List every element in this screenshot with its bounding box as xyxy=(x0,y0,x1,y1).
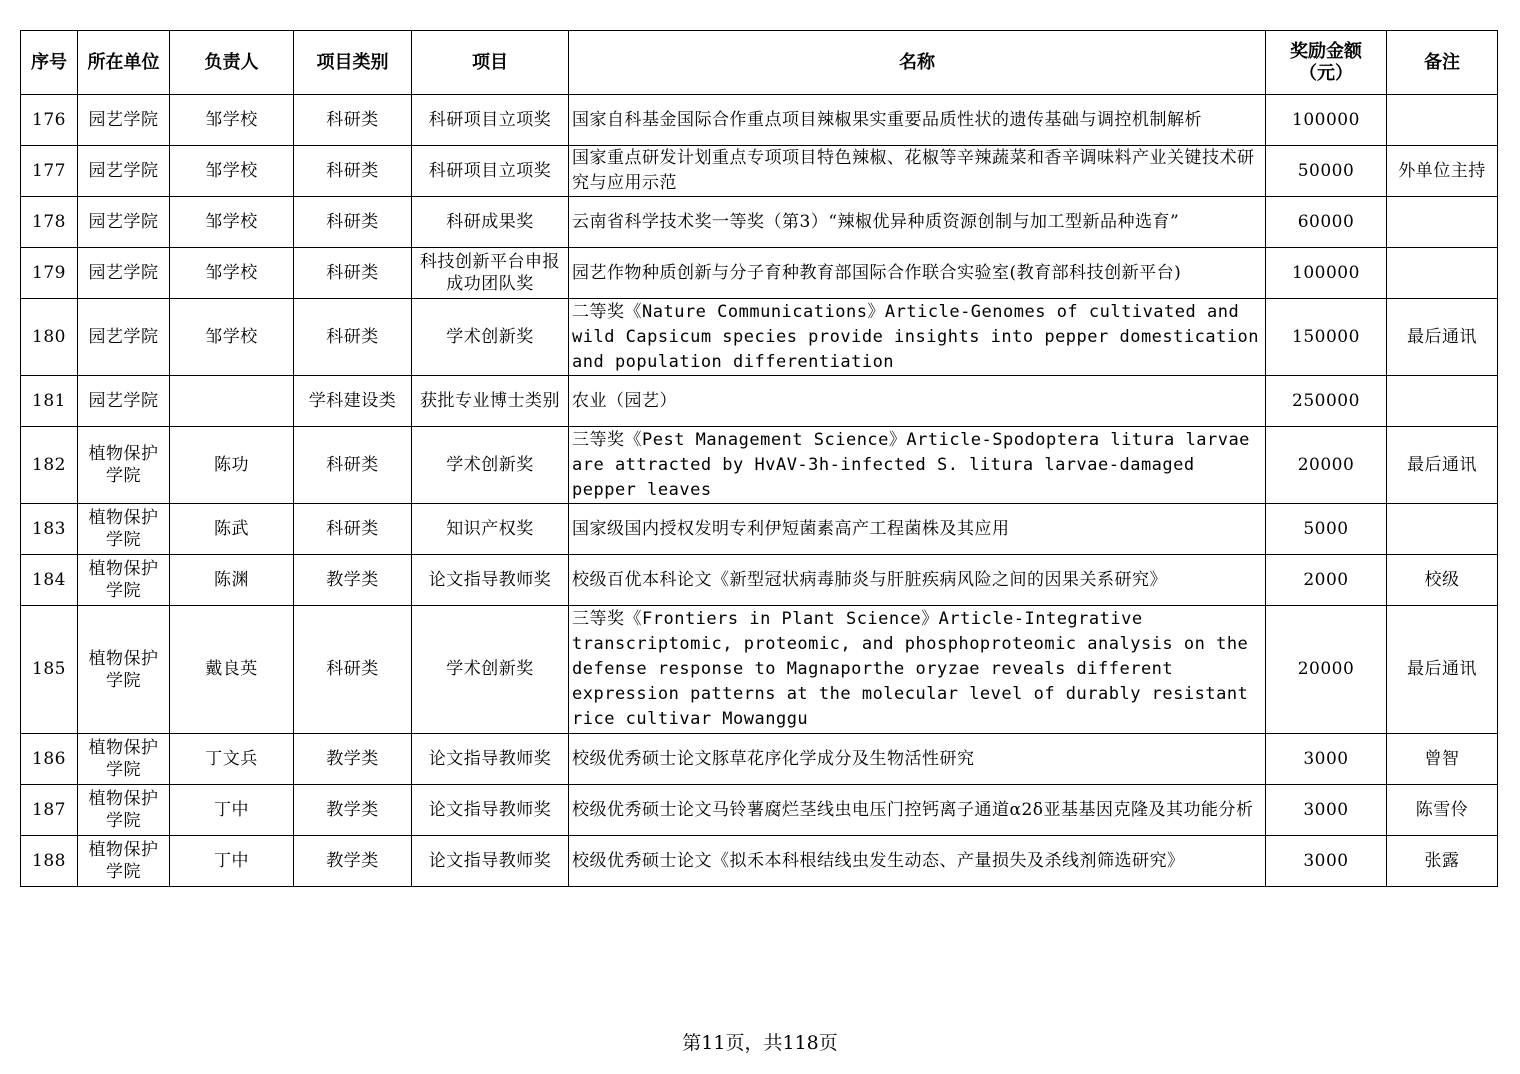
cell-unit: 园艺学院 xyxy=(78,248,170,299)
cell-category: 教学类 xyxy=(294,555,412,606)
table-row xyxy=(21,95,1498,146)
cell-person: 陈渊 xyxy=(170,555,294,606)
cell-item: 科研成果奖 xyxy=(412,197,569,248)
cell-seq: 186 xyxy=(21,734,78,785)
cell-name: 校级优秀硕士论文马铃薯腐烂茎线虫电压门控钙离子通道α2δ亚基基因克隆及其功能分析 xyxy=(569,785,1266,836)
cell-unit: 植物保护学院 xyxy=(78,555,170,606)
header-row xyxy=(21,31,1498,95)
cell-category: 科研类 xyxy=(294,427,412,504)
cell-seq: 182 xyxy=(21,427,78,504)
cell-seq: 177 xyxy=(21,146,78,197)
cell-person: 邹学校 xyxy=(170,248,294,299)
cell-person: 丁中 xyxy=(170,836,294,887)
header-seq: 序号 xyxy=(21,31,78,95)
cell-person: 丁文兵 xyxy=(170,734,294,785)
cell-unit: 植物保护学院 xyxy=(78,836,170,887)
cell-category: 科研类 xyxy=(294,95,412,146)
cell-amount: 60000 xyxy=(1266,197,1387,248)
cell-remark xyxy=(1387,197,1498,248)
table-row xyxy=(21,785,1498,836)
cell-item: 论文指导教师奖 xyxy=(412,785,569,836)
cell-name: 三等奖《Frontiers in Plant Science》Article-Integrative transcriptomic, proteomic, and phosphoproteomic analysis on the defense response to Magnaporthe oryzae reveals different expression patterns at the molecular level of durably resistant rice cultivar Mowanggu xyxy=(569,606,1266,734)
cell-name: 国家自科基金国际合作重点项目辣椒果实重要品质性状的遗传基础与调控机制解析 xyxy=(569,95,1266,146)
cell-person: 邹学校 xyxy=(170,197,294,248)
cell-item: 学术创新奖 xyxy=(412,427,569,504)
award-table xyxy=(20,30,1498,887)
cell-unit: 植物保护学院 xyxy=(78,734,170,785)
cell-item: 科研项目立项奖 xyxy=(412,95,569,146)
cell-amount: 250000 xyxy=(1266,376,1387,427)
cell-remark xyxy=(1387,376,1498,427)
cell-amount: 3000 xyxy=(1266,836,1387,887)
cell-item: 学术创新奖 xyxy=(412,606,569,734)
cell-amount: 2000 xyxy=(1266,555,1387,606)
cell-amount: 20000 xyxy=(1266,427,1387,504)
cell-unit: 植物保护学院 xyxy=(78,427,170,504)
table-row xyxy=(21,606,1498,734)
cell-name: 二等奖《Nature Communications》Article-Genomes of cultivated and wild Capsicum species provide insights into pepper domestication and population differentiation xyxy=(569,299,1266,376)
cell-seq: 176 xyxy=(21,95,78,146)
cell-person xyxy=(170,376,294,427)
cell-remark xyxy=(1387,95,1498,146)
cell-seq: 185 xyxy=(21,606,78,734)
cell-category: 科研类 xyxy=(294,248,412,299)
table-row xyxy=(21,504,1498,555)
table-row xyxy=(21,376,1498,427)
cell-remark: 张露 xyxy=(1387,836,1498,887)
cell-person: 陈功 xyxy=(170,427,294,504)
header-category: 项目类别 xyxy=(294,31,412,95)
cell-amount: 100000 xyxy=(1266,248,1387,299)
cell-amount: 150000 xyxy=(1266,299,1387,376)
header-remark: 备注 xyxy=(1387,31,1498,95)
cell-remark: 最后通讯 xyxy=(1387,606,1498,734)
header-item: 项目 xyxy=(412,31,569,95)
cell-name: 校级优秀硕士论文《拟禾本科根结线虫发生动态、产量损失及杀线剂筛选研究》 xyxy=(569,836,1266,887)
cell-seq: 187 xyxy=(21,785,78,836)
cell-seq: 183 xyxy=(21,504,78,555)
cell-category: 科研类 xyxy=(294,197,412,248)
cell-seq: 188 xyxy=(21,836,78,887)
cell-remark: 校级 xyxy=(1387,555,1498,606)
cell-item: 论文指导教师奖 xyxy=(412,734,569,785)
cell-category: 科研类 xyxy=(294,299,412,376)
cell-seq: 178 xyxy=(21,197,78,248)
table-row xyxy=(21,197,1498,248)
cell-unit: 园艺学院 xyxy=(78,299,170,376)
cell-person: 邹学校 xyxy=(170,299,294,376)
header-unit: 所在单位 xyxy=(78,31,170,95)
header-name: 名称 xyxy=(569,31,1266,95)
table-row xyxy=(21,146,1498,197)
cell-remark: 最后通讯 xyxy=(1387,427,1498,504)
cell-remark: 陈雪伶 xyxy=(1387,785,1498,836)
cell-name: 校级优秀硕士论文豚草花序化学成分及生物活性研究 xyxy=(569,734,1266,785)
cell-seq: 181 xyxy=(21,376,78,427)
cell-remark: 曾智 xyxy=(1387,734,1498,785)
table-row xyxy=(21,734,1498,785)
cell-name: 农业（园艺） xyxy=(569,376,1266,427)
table-row xyxy=(21,555,1498,606)
cell-unit: 园艺学院 xyxy=(78,95,170,146)
cell-unit: 园艺学院 xyxy=(78,376,170,427)
cell-seq: 179 xyxy=(21,248,78,299)
cell-amount: 20000 xyxy=(1266,606,1387,734)
table-row xyxy=(21,427,1498,504)
cell-category: 教学类 xyxy=(294,785,412,836)
cell-item: 学术创新奖 xyxy=(412,299,569,376)
table-row xyxy=(21,299,1498,376)
cell-item: 科技创新平台申报成功团队奖 xyxy=(412,248,569,299)
cell-category: 学科建设类 xyxy=(294,376,412,427)
cell-person: 邹学校 xyxy=(170,95,294,146)
cell-amount: 100000 xyxy=(1266,95,1387,146)
cell-name: 园艺作物种质创新与分子育种教育部国际合作联合实验室(教育部科技创新平台) xyxy=(569,248,1266,299)
cell-amount: 3000 xyxy=(1266,785,1387,836)
cell-category: 教学类 xyxy=(294,734,412,785)
cell-remark xyxy=(1387,248,1498,299)
cell-name: 云南省科学技术奖一等奖（第3）“辣椒优异种质资源创制与加工型新品种选育” xyxy=(569,197,1266,248)
cell-unit: 植物保护学院 xyxy=(78,504,170,555)
cell-person: 戴良英 xyxy=(170,606,294,734)
cell-seq: 184 xyxy=(21,555,78,606)
cell-amount: 50000 xyxy=(1266,146,1387,197)
cell-name: 三等奖《Pest Management Science》Article-Spodoptera litura larvae are attracted by HvAV-3h-infected S. litura larvae-damaged pepper leaves xyxy=(569,427,1266,504)
cell-category: 科研类 xyxy=(294,606,412,734)
cell-remark: 外单位主持 xyxy=(1387,146,1498,197)
cell-seq: 180 xyxy=(21,299,78,376)
header-amount: 奖励金额 （元） xyxy=(1266,31,1387,95)
cell-name: 国家级国内授权发明专利伊短菌素高产工程菌株及其应用 xyxy=(569,504,1266,555)
cell-unit: 植物保护学院 xyxy=(78,606,170,734)
cell-name: 国家重点研发计划重点专项项目特色辣椒、花椒等辛辣蔬菜和香辛调味料产业关键技术研究与应用示范 xyxy=(569,146,1266,197)
cell-amount: 3000 xyxy=(1266,734,1387,785)
header-person: 负责人 xyxy=(170,31,294,95)
cell-item: 论文指导教师奖 xyxy=(412,836,569,887)
cell-name: 校级百优本科论文《新型冠状病毒肺炎与肝脏疾病风险之间的因果关系研究》 xyxy=(569,555,1266,606)
cell-amount: 5000 xyxy=(1266,504,1387,555)
cell-unit: 植物保护学院 xyxy=(78,785,170,836)
cell-item: 论文指导教师奖 xyxy=(412,555,569,606)
cell-category: 科研类 xyxy=(294,504,412,555)
cell-item: 科研项目立项奖 xyxy=(412,146,569,197)
cell-unit: 园艺学院 xyxy=(78,146,170,197)
cell-unit: 园艺学院 xyxy=(78,197,170,248)
cell-person: 丁中 xyxy=(170,785,294,836)
cell-remark: 最后通讯 xyxy=(1387,299,1498,376)
table-row xyxy=(21,836,1498,887)
table-row xyxy=(21,248,1498,299)
cell-remark xyxy=(1387,504,1498,555)
cell-category: 科研类 xyxy=(294,146,412,197)
cell-category: 教学类 xyxy=(294,836,412,887)
cell-person: 陈武 xyxy=(170,504,294,555)
cell-person: 邹学校 xyxy=(170,146,294,197)
page-number: 第11页，共118页 xyxy=(682,1032,838,1054)
cell-item: 知识产权奖 xyxy=(412,504,569,555)
cell-item: 获批专业博士类别 xyxy=(412,376,569,427)
